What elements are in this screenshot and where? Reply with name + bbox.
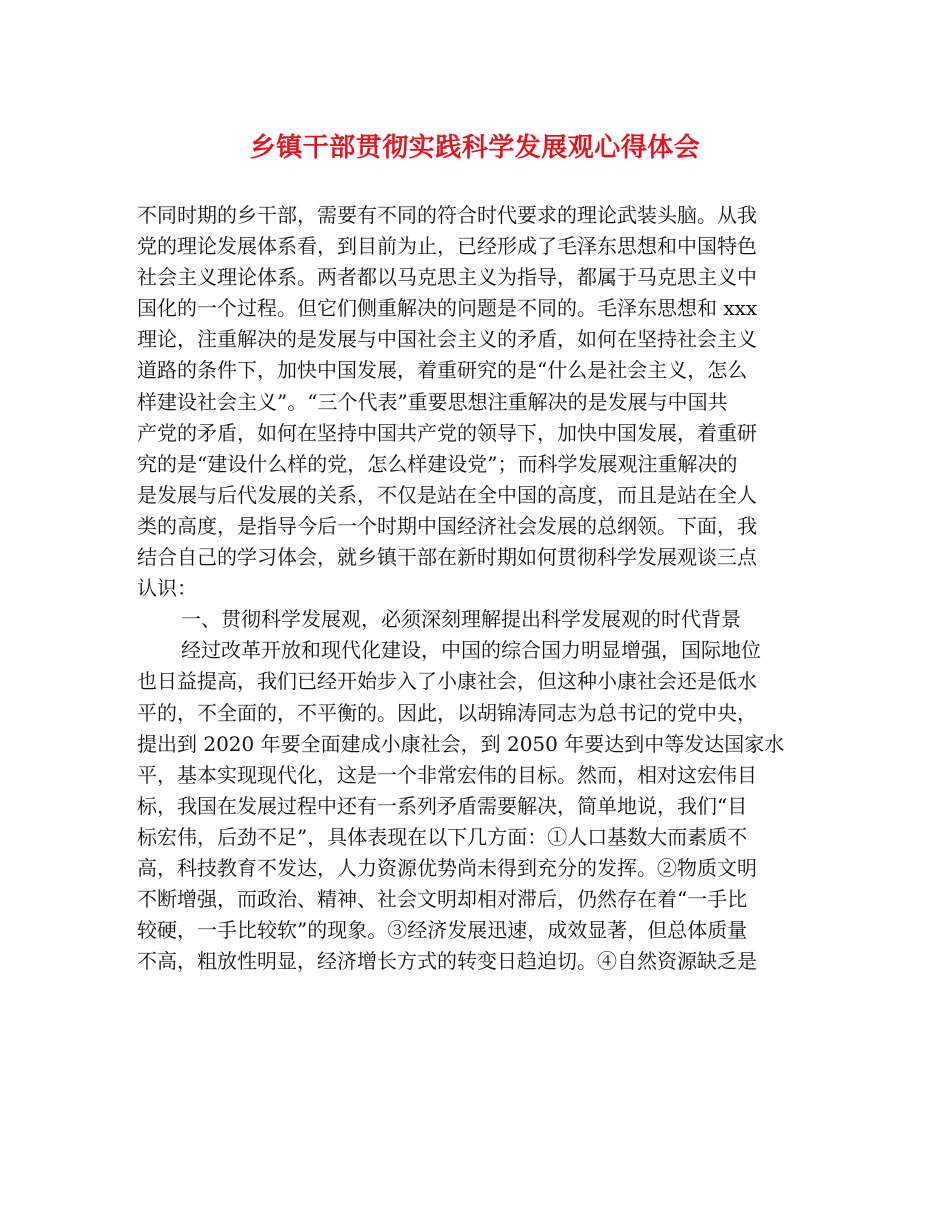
text-line: 认识： (137, 576, 197, 601)
text-line: 经过改革开放和现代化建设，中国的综合国力明显增强，国际地位 (181, 638, 761, 663)
text-line: 不断增强，而政治、精神、社会文明却相对滞后，仍然存在着“一手比 (137, 887, 748, 912)
text-line: 结合自己的学习体会，就乡镇干部在新时期如何贯彻科学发展观谈三点 (137, 545, 757, 570)
text-line: 是发展与后代发展的关系，不仅是站在全中国的高度，而且是站在全人 (137, 482, 757, 507)
text-line: 标宏伟，后劲不足”，具体表现在以下几方面：①人口基数大而素质不 (137, 824, 748, 849)
text-line: 国化的一个过程。但它们侧重解决的问题是不同的。毛泽东思想和 xxx (137, 296, 758, 321)
text-line: 理论，注重解决的是发展与中国社会主义的矛盾，如何在坚持社会主义 (137, 327, 757, 352)
text-line: 样建设社会主义”。“三个代表”重要思想注重解决的是发展与中国共 (137, 389, 728, 414)
text-line: 提出到 2020 年要全面建成小康社会，到 2050 年要达到中等发达国家水 (137, 731, 785, 756)
text-line: 产党的矛盾，如何在坚持中国共产党的领导下，加快中国发展，着重研 (137, 420, 757, 445)
text-line: 社会主义理论体系。两者都以马克思主义为指导，都属于马克思主义中 (137, 265, 757, 290)
text-line: 类的高度，是指导今后一个时期中国经济社会发展的总纲领。下面，我 (137, 513, 757, 538)
text-line: 不高，粗放性明显，经济增长方式的转变日趋迫切。④自然资源缺乏是 (137, 949, 757, 974)
text-line: 党的理论发展体系看，到目前为止，已经形成了毛泽东思想和中国特色 (137, 234, 757, 259)
text-line: 平，基本实现现代化，这是一个非常宏伟的目标。然而，相对这宏伟目 (137, 762, 757, 787)
text-line: 高，科技教育不发达，人力资源优势尚未得到充分的发挥。②物质文明 (137, 855, 757, 880)
text-line: 也日益提高，我们已经开始步入了小康社会，但这种小康社会还是低水 (137, 669, 757, 694)
document-title: 乡镇干部贯彻实践科学发展观心得体会 (249, 133, 701, 163)
text-line: 较硬，一手比较软”的现象。③经济发展迅速，成效显著，但总体质量 (137, 918, 748, 943)
document-body (137, 200, 817, 977)
section-heading: 一、贯彻科学发展观，必须深刻理解提出科学发展观的时代背景 (181, 607, 741, 632)
text-line: 标，我国在发展过程中还有一系列矛盾需要解决，简单地说，我们“目 (137, 793, 748, 818)
text-line: 平的，不全面的，不平衡的。因此，以胡锦涛同志为总书记的党中央， (137, 700, 757, 725)
text-line: 不同时期的乡干部，需要有不同的符合时代要求的理论武装头脑。从我 (137, 203, 757, 227)
text-line: 究的是“建设什么样的党，怎么样建设党”；而科学发展观注重解决的 (137, 451, 738, 476)
text-line: 道路的条件下，加快中国发展，着重研究的是“什么是社会主义，怎么 (137, 358, 748, 383)
